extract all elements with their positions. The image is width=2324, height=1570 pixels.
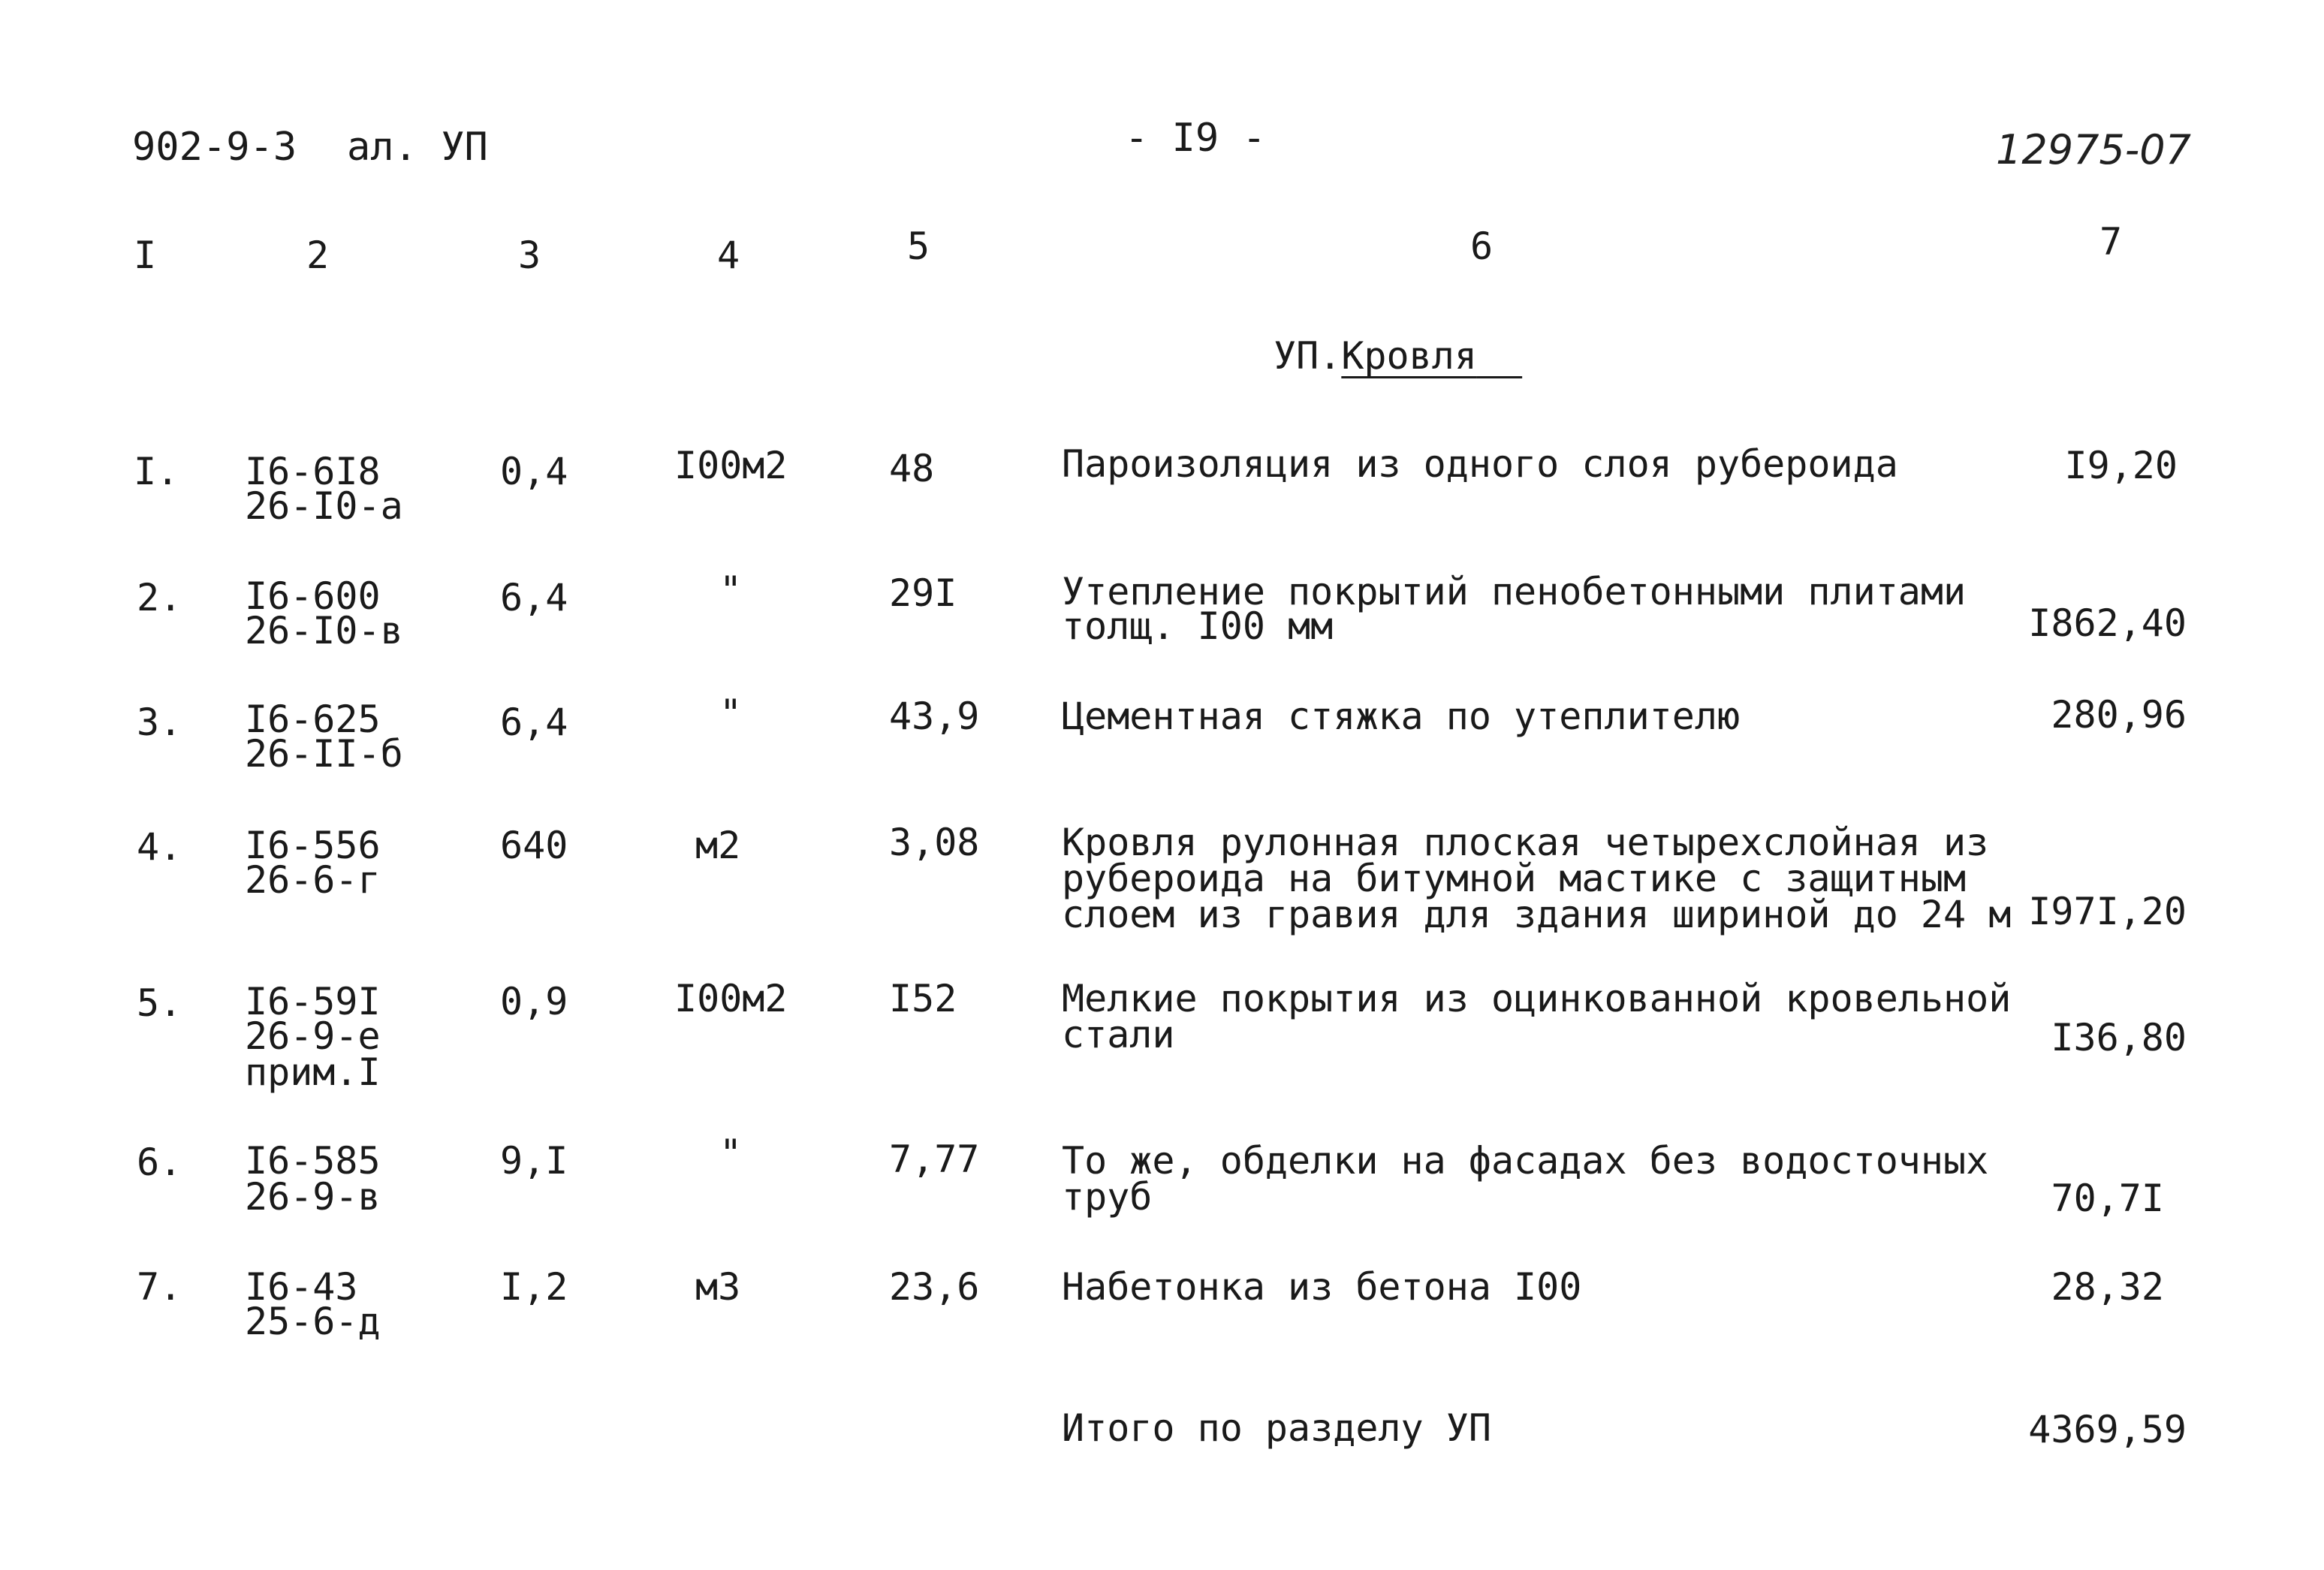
row-description-line: стали [1062, 1013, 1175, 1056]
sheet-ref: ал. УП [347, 125, 488, 170]
row-total: I862,40 [2028, 601, 2187, 645]
row-code-secondary: 26-I0-в [245, 609, 403, 652]
row-description-line: рубероида на битумной мастике с защитным [1062, 857, 1967, 900]
row-unit: " [719, 1132, 743, 1175]
row-code-primary: I6-556 [245, 824, 381, 867]
row-quantity: I,2 [500, 1265, 568, 1309]
row-code-primary: I6-585 [245, 1139, 381, 1183]
row-price: 3,08 [889, 821, 980, 864]
row-unit: м2 [695, 824, 741, 867]
column-number-6: 6 [1470, 225, 1494, 268]
row-number: 2. [137, 576, 182, 619]
row-code-primary: I6-6I8 [245, 450, 381, 493]
page-number: - I9 - [1125, 116, 1266, 161]
row-description-line: слоем из гравия для здания шириной до 24 м [1062, 893, 2012, 936]
column-number-7: 7 [2099, 220, 2123, 264]
column-number-4: 4 [717, 234, 740, 277]
row-number: I. [134, 450, 179, 493]
row-description-line: Набетонка из бетона I00 [1062, 1265, 1582, 1309]
row-total: I36,80 [2051, 1016, 2187, 1059]
row-number: 6. [137, 1141, 182, 1184]
row-price: I52 [889, 977, 957, 1020]
row-price: 23,6 [889, 1265, 980, 1309]
row-total: I97I,20 [2028, 890, 2187, 933]
row-number: 7. [137, 1265, 182, 1309]
column-number-5: 5 [907, 225, 930, 268]
row-description-line: Кровля рулонная плоская четырехслойная из [1062, 821, 1989, 864]
row-quantity: 6,4 [500, 576, 568, 619]
row-price: 7,77 [889, 1138, 980, 1181]
row-code-primary: I6-43 [245, 1265, 358, 1309]
row-description-line: Утепление покрытий пенобетонными плитами [1062, 570, 1967, 613]
row-total: I9,20 [2064, 444, 2178, 487]
row-unit: " [719, 692, 743, 735]
row-description-line: То же, обделки на фасадах без водосточных [1062, 1139, 1989, 1183]
row-code-primary: I6-600 [245, 574, 381, 618]
row-quantity: 9,I [500, 1139, 568, 1183]
row-description-line: толщ. I00 мм [1062, 604, 1334, 648]
row-price: 43,9 [889, 695, 980, 738]
row-unit: I00м2 [674, 977, 788, 1020]
row-total: 280,96 [2051, 693, 2187, 737]
summary-label: Итого по разделу УП [1062, 1406, 1491, 1450]
row-number: 3. [137, 701, 182, 744]
row-code-secondary: 26-II-б [245, 732, 403, 776]
row-description-line: Мелкие покрытия из оцинкованной кровельной [1062, 977, 2012, 1020]
row-quantity: 6,4 [500, 701, 568, 744]
row-code-primary: I6-625 [245, 698, 381, 741]
section-prefix: УП. [1274, 334, 1342, 378]
row-unit: I00м2 [674, 444, 788, 487]
column-number-2: 2 [306, 234, 330, 277]
row-description-line: Пароизоляция из одного слоя рубероида [1062, 442, 1898, 486]
row-code-secondary: 26-9-в [245, 1175, 381, 1219]
row-total: 70,7I [2051, 1177, 2164, 1220]
row-code-secondary: 25-6-д [245, 1300, 381, 1343]
section-title: Кровля [1341, 334, 1477, 378]
row-code-secondary: 26-9-е [245, 1014, 381, 1058]
row-code-note: прим.I [245, 1050, 381, 1094]
row-total: 28,32 [2051, 1265, 2164, 1309]
doc-code: 902-9-3 [132, 125, 297, 170]
column-number-3: 3 [518, 234, 541, 277]
row-code-secondary: 26-I0-а [245, 484, 403, 528]
row-quantity: 0,9 [500, 980, 568, 1023]
row-quantity: 640 [500, 824, 568, 867]
stamp-number: 12975-07 [1996, 126, 2191, 173]
row-code-primary: I6-59I [245, 980, 381, 1023]
row-description-line: труб [1062, 1175, 1153, 1219]
row-unit: м3 [695, 1265, 741, 1309]
summary-total: 4369,59 [2028, 1408, 2187, 1451]
row-code-secondary: 26-6-г [245, 858, 381, 902]
row-number: 4. [137, 825, 182, 869]
row-unit: " [719, 568, 743, 612]
row-price: 48 [889, 447, 935, 490]
section-heading [1274, 334, 1522, 378]
row-quantity: 0,4 [500, 450, 568, 493]
row-price: 29I [889, 571, 957, 615]
column-number-1: I [134, 234, 157, 277]
row-description-line: Цементная стяжка по утеплителю [1062, 695, 1741, 738]
row-number: 5. [137, 981, 182, 1025]
